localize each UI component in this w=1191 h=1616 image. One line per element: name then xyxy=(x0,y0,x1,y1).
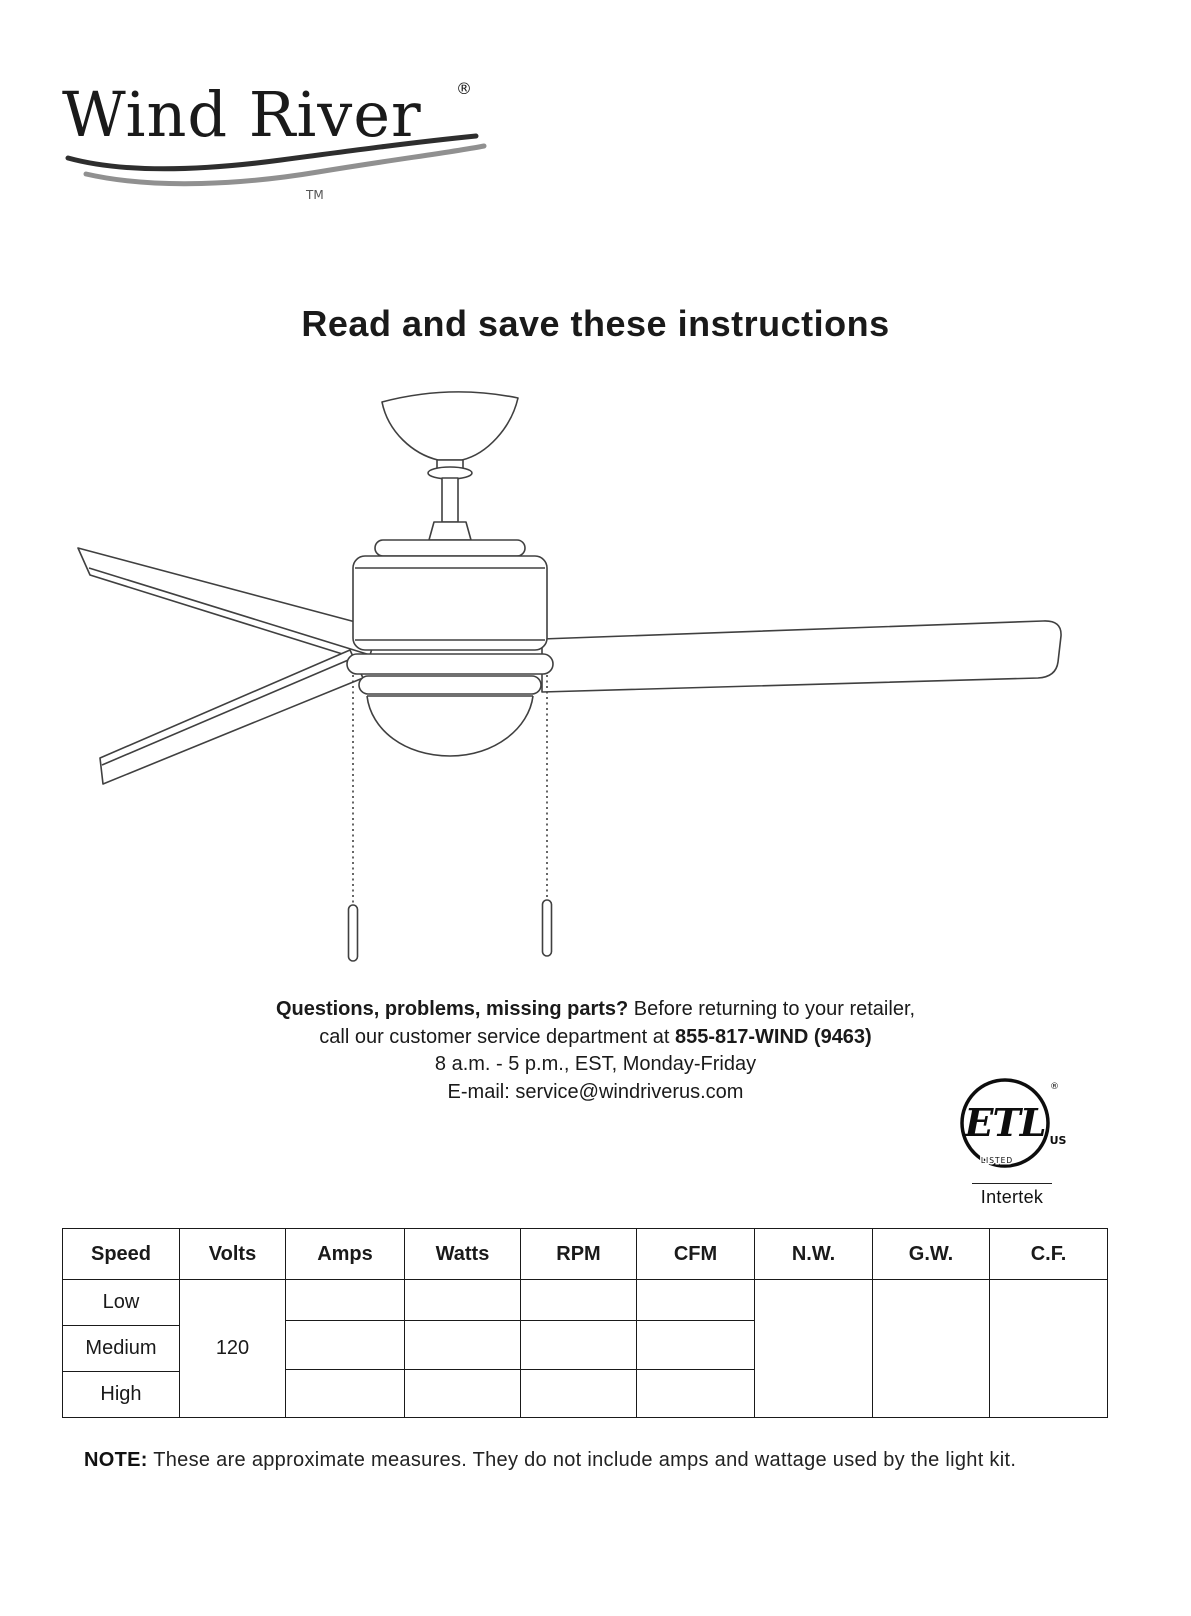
header-gw: G.W. xyxy=(873,1229,990,1280)
header-cf: C.F. xyxy=(990,1229,1108,1280)
header-volts: Volts xyxy=(180,1229,286,1280)
header-watts: Watts xyxy=(405,1229,521,1280)
table-row-low xyxy=(63,1280,1108,1326)
ceiling-fan-illustration xyxy=(45,378,1145,978)
header-cfm: CFM xyxy=(637,1229,755,1280)
fan-motor-housing xyxy=(347,522,553,674)
cf-cell xyxy=(990,1280,1108,1418)
pull-chain-right xyxy=(543,675,552,956)
contact-hours: 8 a.m. - 5 p.m., EST, Monday-Friday xyxy=(434,1053,757,1075)
contact-line1-rest: Before returning to your retailer, xyxy=(628,998,916,1020)
header-amps: Amps xyxy=(286,1229,405,1280)
contact-line-1 xyxy=(0,996,1191,1024)
gw-cell xyxy=(873,1280,990,1418)
speed-medium: Medium xyxy=(63,1326,180,1372)
contact-email: E-mail: service@windriverus.com xyxy=(447,1080,744,1103)
rpm-cells xyxy=(521,1280,637,1418)
page-title: Read and save these instructions xyxy=(301,303,890,344)
etl-us-label: US xyxy=(1049,1134,1067,1147)
amps-cells xyxy=(286,1280,405,1418)
fan-downrod xyxy=(442,478,458,522)
fan-blade-right xyxy=(542,621,1061,692)
light-kit xyxy=(359,676,541,756)
spec-header-row xyxy=(63,1229,1108,1280)
note-text xyxy=(84,1446,1092,1474)
volts-value: 120 xyxy=(180,1280,286,1418)
etl-certification xyxy=(953,1076,1071,1208)
wind-river-logo xyxy=(56,66,496,211)
intertek-label: Intertek xyxy=(972,1183,1052,1208)
fan-blade-upper-left xyxy=(78,548,378,662)
contact-line-2 xyxy=(0,1024,1191,1052)
header-speed: Speed xyxy=(63,1229,180,1280)
etl-listed-label: LISTED xyxy=(980,1156,1014,1165)
brand-name: Wind River xyxy=(62,78,422,151)
pull-chain-left xyxy=(349,675,358,961)
note-body: These are approximate measures. They do not include amps and wattage used by the light kit. xyxy=(147,1449,1017,1471)
contact-line2-pre: call our customer service department at xyxy=(319,1025,675,1048)
speed-high: High xyxy=(63,1372,180,1418)
speed-low: Low xyxy=(63,1280,180,1326)
spec-table xyxy=(62,1228,1108,1418)
cfm-cells xyxy=(637,1280,755,1418)
etl-letters: ETL xyxy=(964,1100,1046,1145)
watts-cells xyxy=(405,1280,521,1418)
header-nw: N.W. xyxy=(755,1229,873,1280)
fan-blade-lower-left xyxy=(100,650,363,784)
fan-canopy xyxy=(382,392,518,479)
logo-swoosh-gray xyxy=(86,146,484,184)
etl-mark-icon xyxy=(953,1076,1071,1176)
header-rpm: RPM xyxy=(521,1229,637,1280)
contact-phone: 855-817-WIND (9463) xyxy=(674,1025,872,1048)
nw-cell xyxy=(755,1280,873,1418)
contact-question: Questions, problems, missing parts? xyxy=(275,998,629,1020)
trademark-mark: TM xyxy=(306,188,324,202)
etl-registered: ® xyxy=(1050,1082,1059,1092)
registered-mark: ® xyxy=(456,79,472,98)
note-label: NOTE: xyxy=(84,1449,148,1471)
